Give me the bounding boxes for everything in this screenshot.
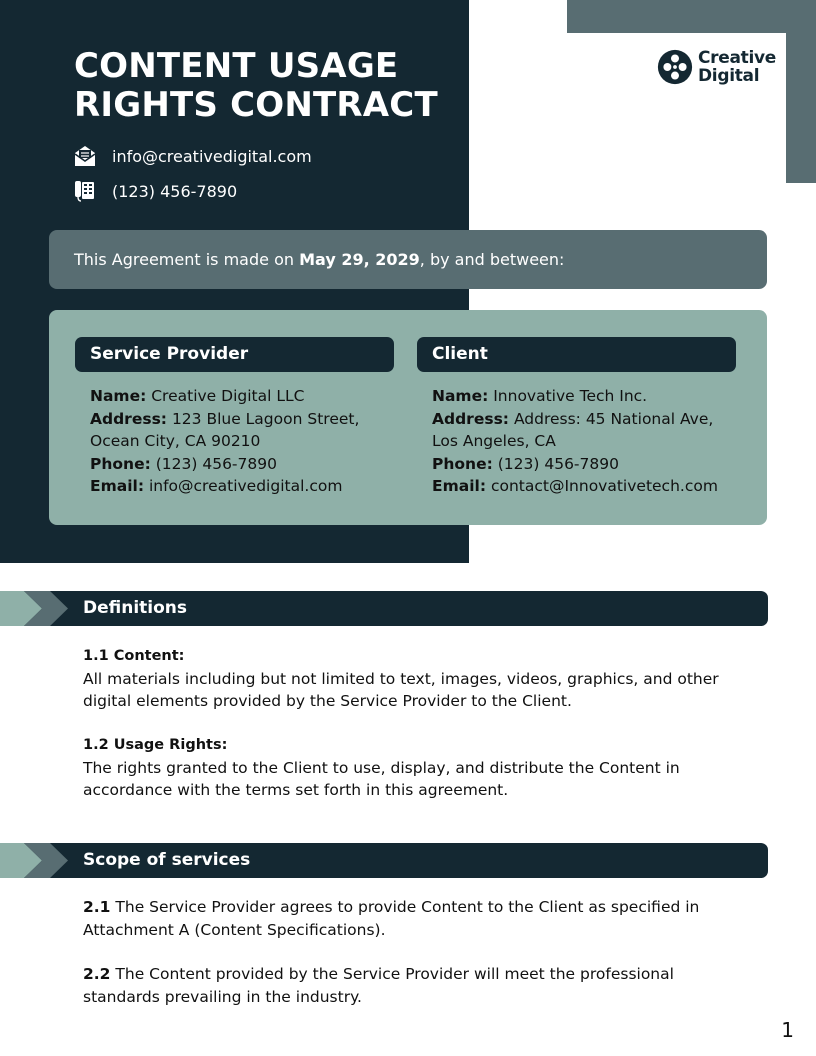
scope-item-2-2-text: The Content provided by the Service Provider will meet the professional standards prevailing in the industry. (83, 965, 674, 1006)
provider-email-label: Email: (90, 477, 145, 495)
client-name-row (432, 385, 736, 408)
provider-address-label: Address: (90, 409, 167, 428)
definition-1-1-title: 1.1 Content: (83, 648, 185, 664)
definition-1-1 (83, 645, 743, 713)
page-number: 1 (781, 1018, 794, 1042)
client-email-label: Email: (432, 477, 487, 495)
provider-phone-label: Phone: (90, 454, 151, 473)
definition-1-1-text: All materials including but not limited to text, images, videos, graphics, and other digital elements provided by the Service Provider to the Client. (83, 669, 719, 710)
provider-phone-row (90, 453, 394, 476)
client-phone-label: Phone: (432, 454, 493, 473)
client-email-row (432, 475, 736, 498)
envelope-icon (74, 145, 96, 167)
client-heading: Client (417, 337, 736, 372)
client-phone: (123) 456-7890 (497, 454, 619, 473)
title-line-2: RIGHTS CONTRACT (74, 85, 438, 125)
scope-item-2-2 (83, 963, 743, 1008)
chevron-arrow-icon (0, 591, 72, 626)
definition-1-2-title: 1.2 Usage Rights: (83, 737, 228, 753)
provider-address-row (90, 408, 394, 453)
definitions-header (0, 591, 768, 626)
scope-item-2-2-number: 2.2 (83, 965, 111, 983)
provider-phone: (123) 456-7890 (155, 454, 277, 473)
header-phone-row (74, 180, 237, 202)
agreement-date: May 29, 2029 (299, 250, 420, 269)
client-address-label: Address: (432, 409, 509, 428)
client-address-row (432, 408, 736, 453)
document-title (74, 47, 438, 125)
agreement-suffix: , by and between: (419, 250, 565, 269)
service-provider-details (75, 385, 394, 498)
definition-1-2-text: The rights granted to the Client to use, display, and distribute the Content in accordance with the terms set forth in this agreement. (83, 758, 680, 799)
definitions-heading: Definitions (83, 598, 188, 618)
chevron-arrow-icon (0, 843, 72, 878)
scope-heading: Scope of services (83, 850, 251, 870)
parties-box (49, 310, 767, 525)
header-email[interactable]: info@creativedigital.com (112, 146, 312, 166)
title-line-1: CONTENT USAGE (74, 46, 399, 86)
scope-header (0, 843, 768, 878)
client-email[interactable]: contact@Innovativetech.com (490, 477, 718, 495)
scope-item-2-1-text: The Service Provider agrees to provide Content to the Client as specified in Attachment A (Content Specifications). (83, 898, 700, 939)
provider-email-row (90, 475, 394, 498)
provider-name-row (90, 385, 394, 408)
provider-email[interactable]: info@creativedigital.com (148, 477, 343, 495)
service-provider-card (75, 337, 394, 498)
provider-name-label: Name: (90, 387, 147, 405)
logo-line-1: Creative (698, 48, 777, 68)
corner-accent-top (567, 0, 816, 33)
logo-wordmark (698, 49, 776, 85)
agreement-prefix: This Agreement is made on (74, 250, 300, 269)
corner-accent-right (786, 0, 816, 183)
scope-item-2-2-paragraph (83, 963, 743, 1008)
header-phone: (123) 456-7890 (112, 181, 238, 201)
header-email-row (74, 145, 312, 167)
definition-1-2 (83, 734, 743, 802)
agreement-statement (49, 230, 767, 289)
client-address: Address: 45 National Ave, Los Angeles, CA (432, 409, 714, 450)
client-phone-row (432, 453, 736, 476)
client-card (417, 337, 736, 498)
telephone-icon (74, 180, 96, 202)
provider-address: 123 Blue Lagoon Street, Ocean City, CA 90210 (90, 409, 360, 450)
service-provider-heading: Service Provider (75, 337, 394, 372)
company-logo (656, 48, 776, 86)
client-details (417, 385, 736, 498)
scope-item-2-1 (83, 896, 743, 941)
scope-item-2-1-paragraph (83, 896, 743, 941)
film-reel-icon (656, 48, 694, 86)
provider-name: Creative Digital LLC (151, 387, 305, 405)
client-name-label: Name: (432, 387, 489, 405)
client-name: Innovative Tech Inc. (493, 387, 648, 405)
logo-line-2: Digital (698, 66, 760, 86)
scope-item-2-1-number: 2.1 (83, 898, 111, 916)
